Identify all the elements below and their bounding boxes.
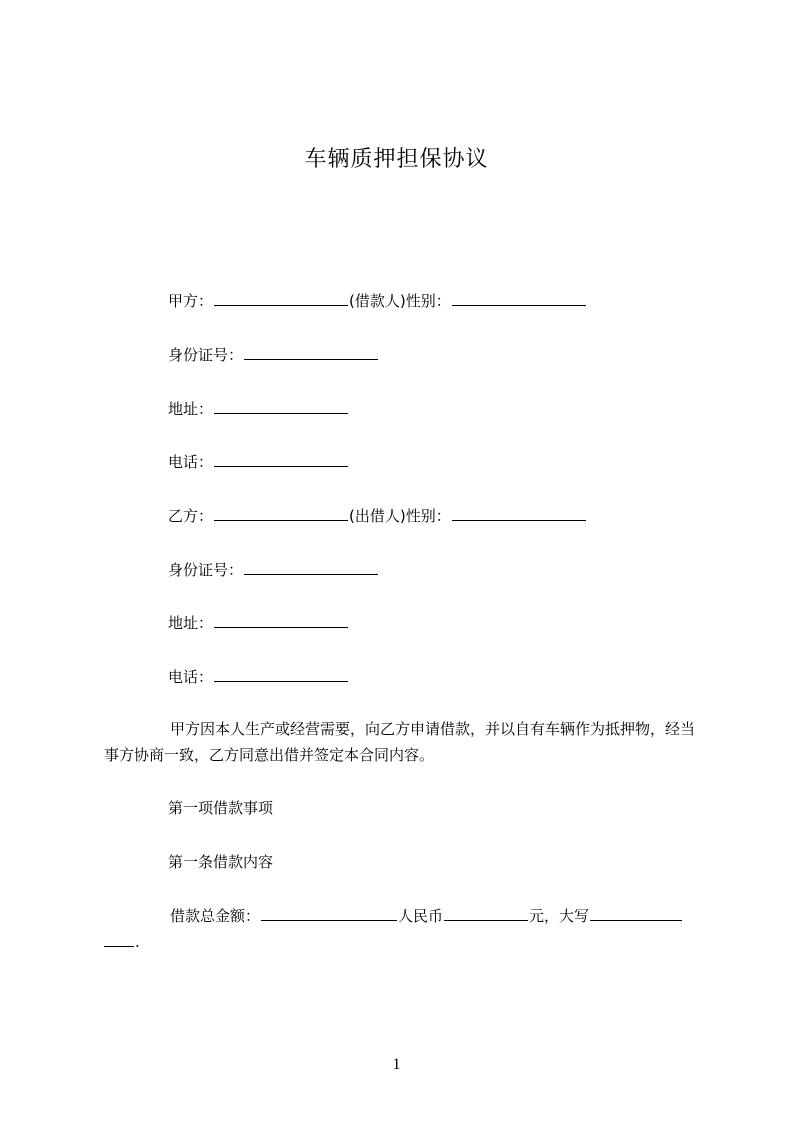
loan-uppercase-blank-continued[interactable]	[104, 932, 134, 947]
intro-paragraph	[104, 716, 704, 768]
section-heading: 第一项借款事项	[168, 799, 274, 817]
party-a-gender-label: 性别：	[405, 292, 451, 310]
party-a-id-line	[168, 345, 379, 365]
document-title: 车辆质押担保协议	[304, 147, 489, 172]
party-a-label: 甲方：	[168, 292, 214, 310]
loan-rmb-blank[interactable]	[444, 906, 528, 921]
party-b-line	[168, 506, 587, 526]
party-a-address-label: 地址：	[168, 400, 214, 418]
loan-unit: 元，大写	[529, 907, 590, 925]
party-b-gender-label: 性别：	[405, 507, 451, 525]
party-b-phone-blank[interactable]	[214, 667, 348, 682]
loan-label: 借款总金额：	[170, 907, 261, 925]
party-a-id-blank[interactable]	[244, 345, 378, 360]
party-b-role: (出借人)	[349, 507, 406, 525]
party-b-address-blank[interactable]	[214, 613, 348, 628]
party-b-address-line	[168, 613, 349, 633]
party-a-gender-blank[interactable]	[452, 291, 586, 306]
party-a-role: (借款人)	[349, 292, 406, 310]
loan-uppercase-blank[interactable]	[590, 906, 682, 921]
intro-text: 甲方因本人生产或经营需要，向乙方申请借款，并以自有车辆作为抵押物，经当事方协商一致，乙方同意出借并签定本合同内容。	[104, 720, 696, 764]
loan-amount-paragraph	[104, 903, 704, 955]
loan-currency: 人民币	[398, 907, 444, 925]
party-a-phone-blank[interactable]	[214, 452, 348, 467]
party-b-gender-blank[interactable]	[452, 506, 586, 521]
page-number: 1	[392, 1056, 401, 1073]
party-a-phone-line	[168, 452, 349, 472]
party-b-label: 乙方：	[168, 507, 214, 525]
party-b-id-label: 身份证号：	[168, 561, 244, 579]
party-b-name-blank[interactable]	[214, 506, 348, 521]
party-b-phone-label: 电话：	[168, 668, 214, 686]
party-a-name-blank[interactable]	[214, 291, 348, 306]
party-b-id-line	[168, 560, 379, 580]
clause-heading: 第一条借款内容	[168, 853, 274, 871]
loan-amount-blank[interactable]	[261, 906, 397, 921]
party-b-phone-line	[168, 667, 349, 687]
party-b-address-label: 地址：	[168, 614, 214, 632]
party-a-phone-label: 电话：	[168, 453, 214, 471]
party-a-address-blank[interactable]	[214, 399, 348, 414]
party-a-id-label: 身份证号：	[168, 346, 244, 364]
party-a-line	[168, 291, 587, 311]
party-b-id-blank[interactable]	[244, 560, 378, 575]
loan-end: .	[135, 933, 140, 951]
party-a-address-line	[168, 399, 349, 419]
